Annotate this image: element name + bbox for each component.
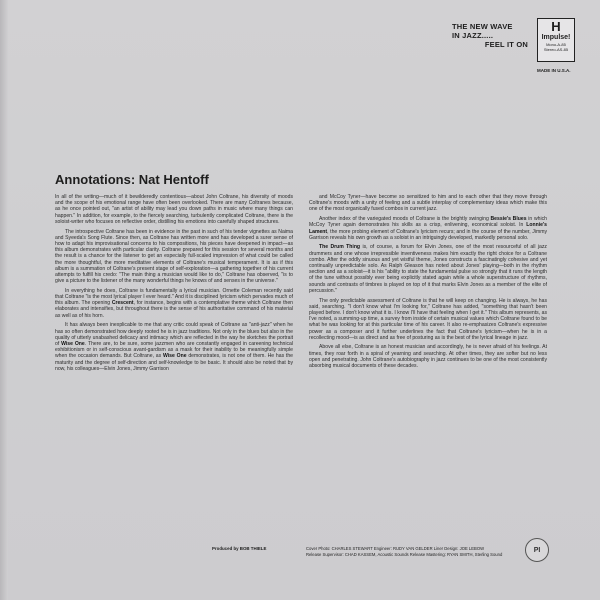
spine-edge bbox=[0, 0, 8, 600]
paragraph: It has always been inexplicable to me that any critic could speak of Coltrane as "anti-jazz" when he has so often demonstrated how deeply rooted he is in jazz traditions. Not only in the blues but also in the quality of utterly unabashed delicacy and intimacy which are reflected in the way he sketches the portrait of Wise One. There are, to be sure, some jazzmen who are constantly engaged in careening technical exhibitionism or in self-conscious avant-gardism as a mask for their inability to be meaningfully simple when the occasion demands. But Coltrane, as Wise One demonstrates, is not one of them. He has the maturity and the degree of self-direction and self-knowledge to be basic. It should also be noted that by now, his colleagues—Elvin Jones, Jimmy Garrison bbox=[55, 322, 293, 372]
paragraph: Another index of the variegated moods of Coltrane is the brightly swinging Bessie's Blues in which McCoy Tyner again demonstrates his skills as a crisp, enlivening, economical soloist. In Lonnie's Lament, the more probing element of Coltrane's lyricism recurs; and in the course of the number, Jimmy Garrison reveals his own growth as a soloist in an intriguingly developed, markedly personal solo. bbox=[309, 216, 547, 241]
song-title: Lonnie's Lament bbox=[309, 222, 547, 235]
production-credits bbox=[306, 546, 520, 557]
made-in-label: MADE IN U.S.A. bbox=[537, 68, 571, 73]
song-title: Bessie's Blues bbox=[490, 216, 527, 223]
paragraph: The Drum Thing is, of course, a forum for Elvin Jones, one of the most resourceful of all jazz drummers and one whose irrepressible inventiveness makes him exactly the right choice for a Coltrane combo. After the oddly sinuous and yet wistful theme, Jones constructs a fascinatingly cohesive and yet continually unpredictable solo. As Ralph Gleason has noted about Jones' playing—both in the rhythm section and as a soloist—it is his "ability to state the fundamental pulse so strongly that it runs the length of the tune without possibly ever being explicitly stated again while a whole superstructure of rhythms, sounds and contrasts of timbres is played on top of it that marks Elvin Jones as a member of the elite of percussion." bbox=[309, 244, 547, 294]
impulse-logo bbox=[537, 18, 575, 62]
producer-credit: Produced by BOB THIELE bbox=[212, 546, 267, 551]
tagline-line-2: IN JAZZ..... bbox=[452, 31, 494, 40]
logo-catalog-mono: Mono-A-85 bbox=[546, 42, 566, 47]
logo-name: Impulse! bbox=[541, 34, 571, 41]
credits-line-1: Cover Photo: CHARLES STEWART Engineer: RUDY VAN GELDER Liner Design: JOE LEBOW bbox=[306, 546, 485, 551]
left-column bbox=[55, 194, 293, 544]
paragraph: The only predictable assessment of Coltrane is that he will keep on changing. He is always, he has said, searching. "I don't know what I'm looking for," Coltrane has added, "something that hasn't been played before. I don't know what it is. I know I'll have that feeling when I get it." This album represents, as I've noted, a summing-up time, a survey from inside of certain musical values which Coltrane found to be what he was looking for at this particular time of his career. It also re-emphasizes Coltrane's expressive power as a composer and it further underlines the fact that Coltrane's lyricism—when he is in a recollecting mood—is as direct and as free of posturing as is the best of the lyrical lineage in jazz. bbox=[309, 297, 547, 341]
logo-catalog-stereo: Stereo-AS-85 bbox=[543, 47, 569, 52]
song-title: Wise One bbox=[61, 340, 85, 347]
paragraph: In everything he does, Coltrane is fundamentally a lyrical musician. Ornette Coleman recently said that Coltrane "is the most lyrical player I ever heard." And it is disciplined lyricism which pervades much of this album. The opening Crescent, for instance, begins with a contemplative theme which Coltrane then elaborates and intensifies, but throughout there is the sense of his authoritative command of his material as well as of his horn. bbox=[55, 287, 293, 319]
article-title: Annotations: Nat Hentoff bbox=[55, 172, 209, 187]
logo-mark: H bbox=[551, 19, 561, 34]
paragraph: and McCoy Tyner—have become so sensitized to him and to each other that they move through Coltrane's moods with a unity of feeling and a subtle interplay of complementary ideas which make this one of the most organically fused combos in current jazz. bbox=[309, 194, 547, 213]
tagline bbox=[452, 22, 530, 49]
song-title: Wise One bbox=[162, 353, 187, 360]
song-title: Crescent bbox=[111, 300, 134, 307]
paragraph: In all of the writing—much of it bewilderedly contentious—about John Coltrane, his diversity of moods and the scope of his emotional range have often been overlooked. There are many Coltranes because, as he once pointed out, "an artist of ability may lead you down paths in music where many things can happen." In addition, for example, to the fiercely searching, turbulently complicated Coltrane, there is the soloist-writer who focuses on reflective order, distilling his emotions into carefully shaped structures. bbox=[55, 194, 293, 225]
credits-line-2: Release Supervisor: CHAD KASSEM, Acoustic Sounds Release Mastering: RYAN SMITH, Sterling Sound bbox=[306, 551, 503, 557]
quality-seal-icon: PI bbox=[525, 538, 549, 562]
tagline-line-3: FEEL IT ON bbox=[484, 40, 528, 49]
song-title: The Drum Thing bbox=[319, 244, 361, 251]
right-column bbox=[309, 194, 547, 544]
tagline-line-1: THE NEW WAVE bbox=[452, 22, 513, 31]
liner-notes bbox=[55, 194, 547, 544]
paragraph: Above all else, Coltrane is an honest musician and accordingly, he is never afraid of his feelings. At times, they roar forth in a spiral of yearning and searching. At other times, they are softer but no less open and penetrating. John Coltrane's autobiography in jazz continues to be one of the most consistently absorbing musical documents of these decades. bbox=[309, 344, 547, 370]
paragraph: The introspective Coltrane has been in evidence in the past in such of his tender vignettes as Naima and Syeeda's Song Flute. Since then, as Coltrane has written more and has developed a surer sense of how to adapt his improvisational concerns to his compositions, his pieces have deepened in impact—as this album demonstrates with particular clarity. Coltrane prepared for this session for several months and the result is a chance for the listener to get an especially full-scaled impression of what could be called the more thoughtful, the more meditative elements of Coltrane's musical temperament. It is as if this album is a summation of Coltrane's present stage of self-exploration—a gathering together of his current attempts to fulfill his credo: "The main thing a musician would like to do," Coltrane has observed, "is to give a picture to the listener of the many wonderful things he knows of and senses in the universe." bbox=[55, 228, 293, 285]
